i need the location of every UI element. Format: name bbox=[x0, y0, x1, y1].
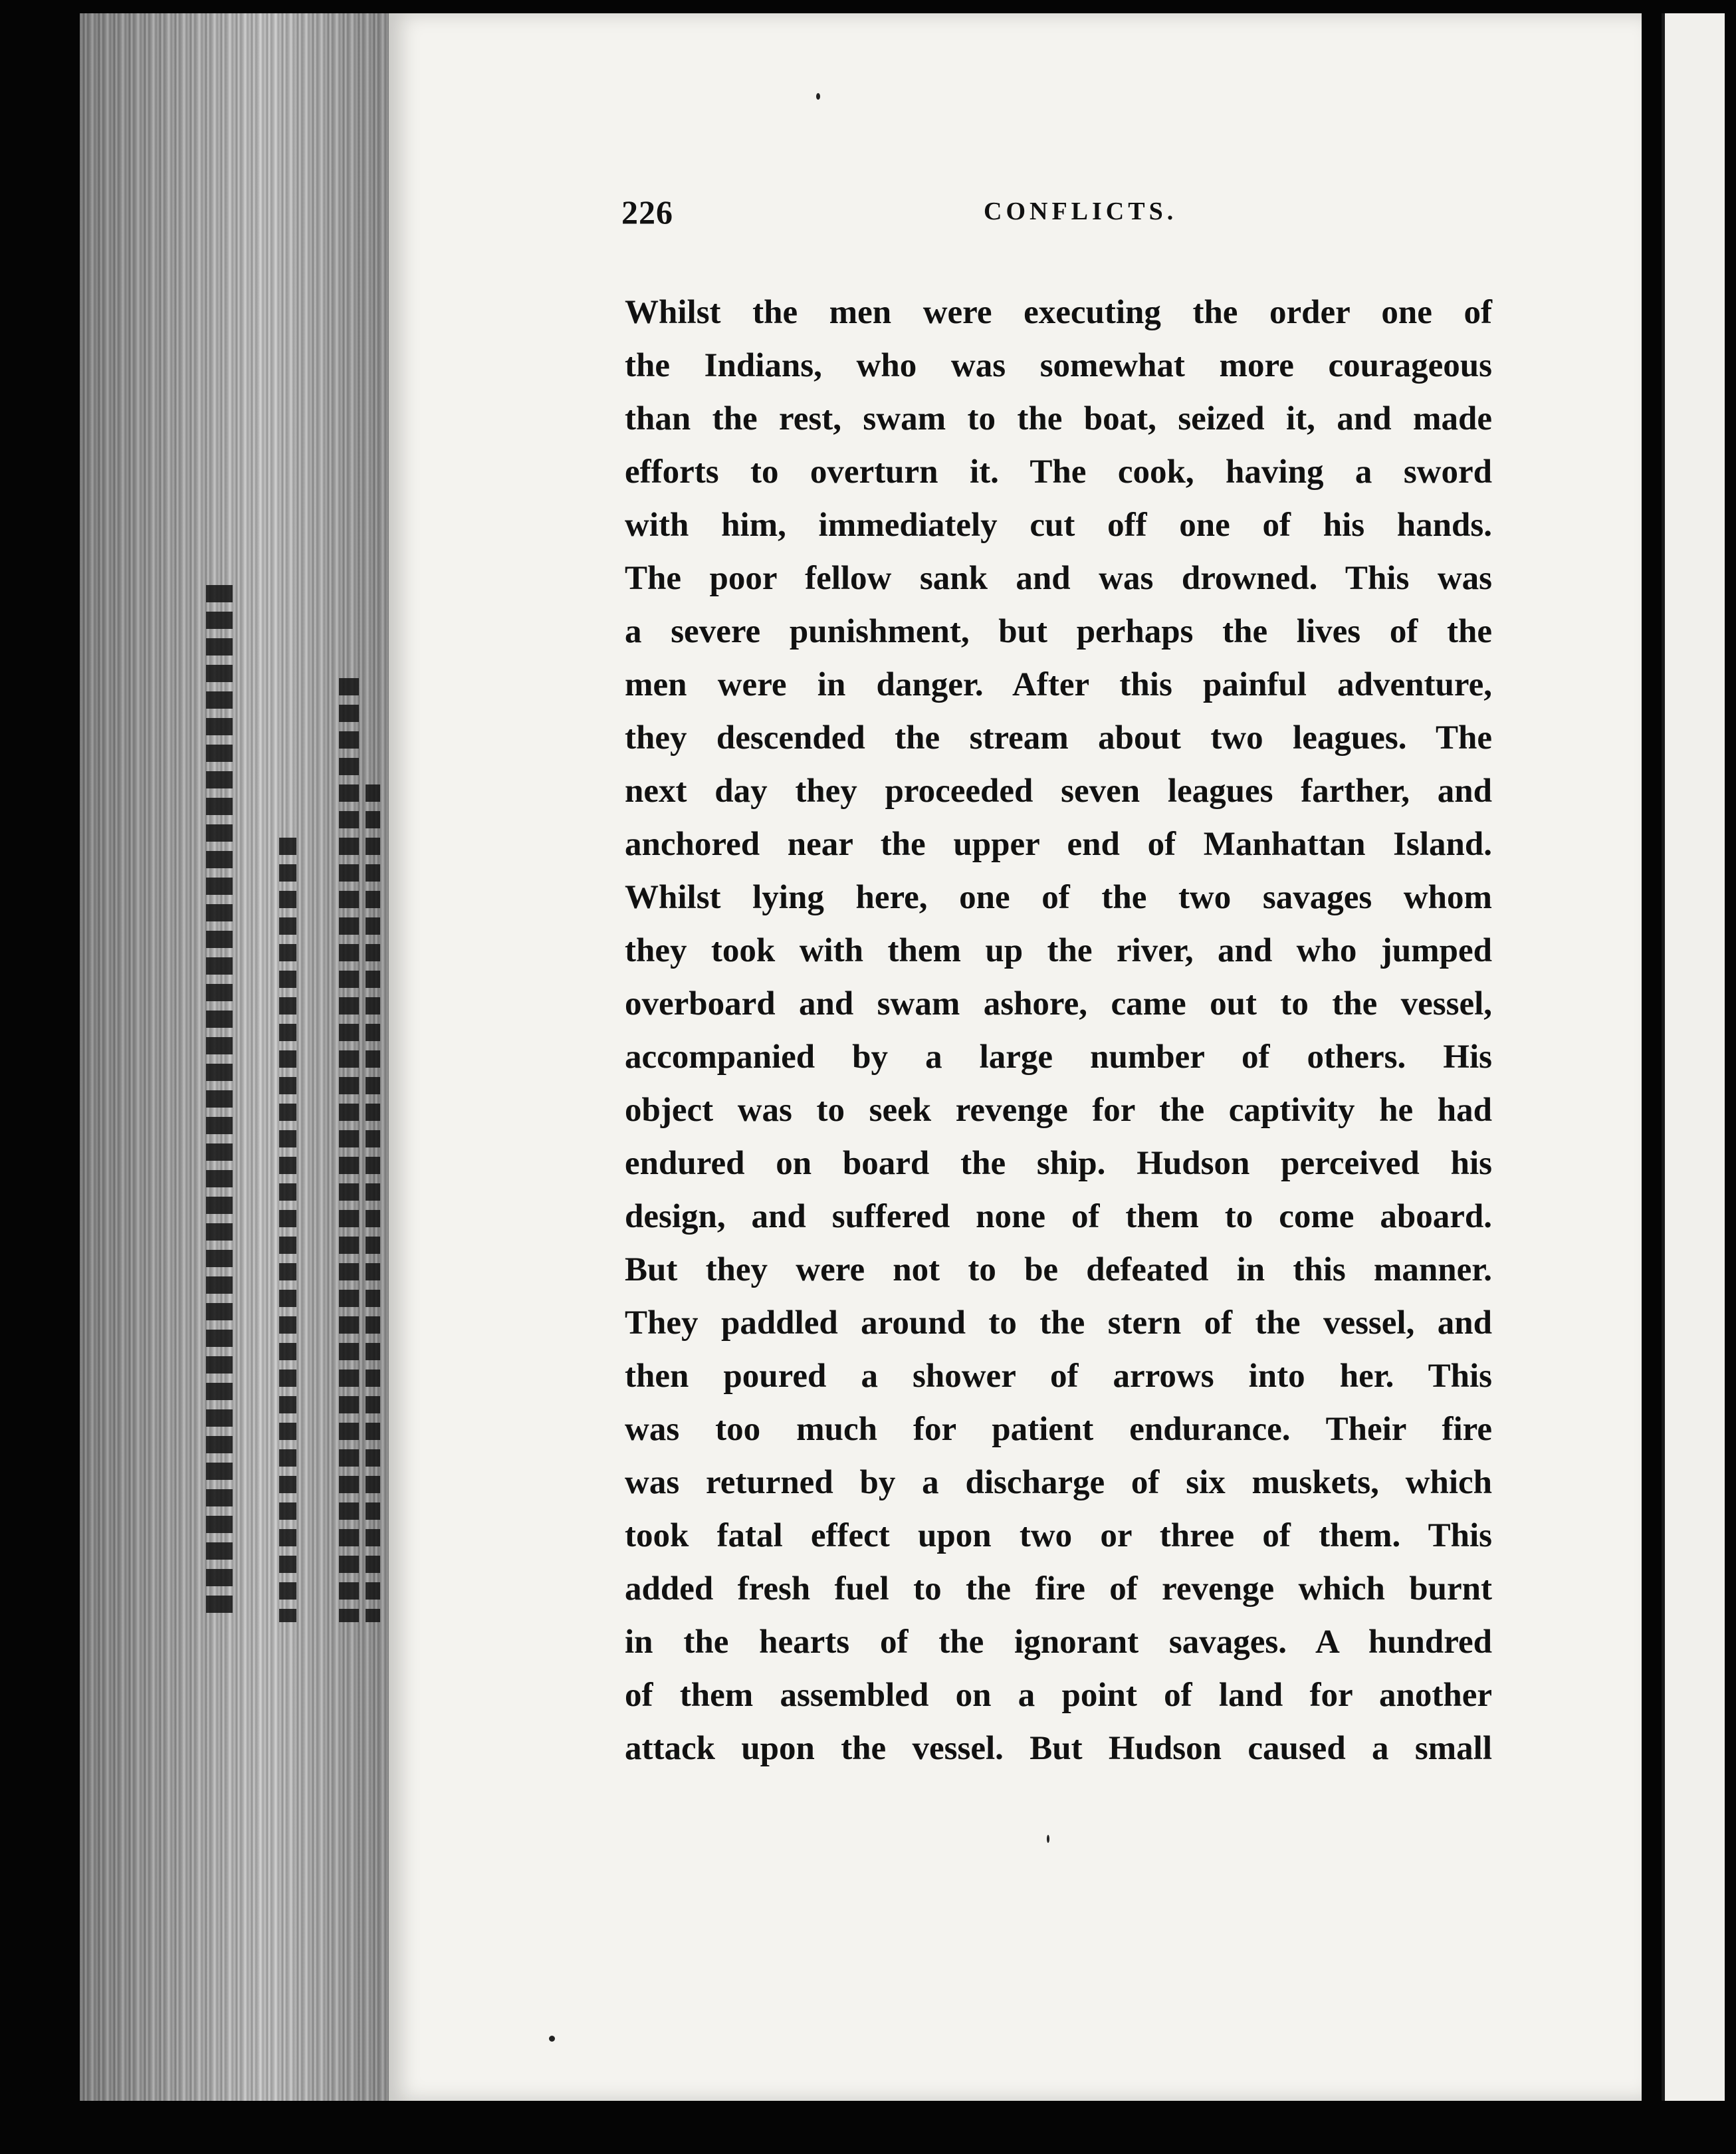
running-title: CONFLICTS. bbox=[984, 197, 1178, 225]
text-line: than the rest, swam to the boat, seized it, and made bbox=[625, 400, 1492, 437]
text-line: took fatal effect upon two or three of them. This bbox=[625, 1517, 1492, 1554]
running-head bbox=[621, 193, 1565, 233]
text-line: was returned by a discharge of six muskets, which bbox=[625, 1464, 1492, 1501]
text-line: design, and suffered none of them to come aboard. bbox=[625, 1198, 1492, 1235]
edge-bleed-marks bbox=[366, 784, 380, 1622]
text-line: anchored near the upper end of Manhattan Island. bbox=[625, 826, 1492, 863]
text-line: they took with them up the river, and who jumped bbox=[625, 932, 1492, 969]
text-line: They paddled around to the stern of the vessel, and bbox=[625, 1304, 1492, 1342]
edge-bleed-marks bbox=[339, 678, 359, 1622]
text-line: But they were not to be defeated in this manner. bbox=[625, 1251, 1492, 1288]
book-page-stack bbox=[80, 13, 395, 2101]
text-line: overboard and swam ashore, came out to the vessel, bbox=[625, 985, 1492, 1022]
text-line: added fresh fuel to the fire of revenge which burnt bbox=[625, 1570, 1492, 1608]
text-line: was too much for patient endurance. Their fire bbox=[625, 1411, 1492, 1448]
text-line: efforts to overturn it. The cook, having a sword bbox=[625, 453, 1492, 491]
text-line: endured on board the ship. Hudson perceived his bbox=[625, 1145, 1492, 1182]
dust-speck bbox=[816, 93, 820, 100]
edge-bleed-marks bbox=[206, 585, 233, 1622]
dust-speck bbox=[1047, 1835, 1049, 1843]
text-line: accompanied by a large number of others. His bbox=[625, 1038, 1492, 1076]
body-text bbox=[625, 286, 1492, 1775]
text-line: Whilst the men were executing the order one of bbox=[625, 294, 1492, 331]
page-number: 226 bbox=[621, 193, 673, 231]
text-line: men were in danger. After this painful adventure, bbox=[625, 666, 1492, 703]
edge-bleed-marks bbox=[279, 838, 296, 1622]
text-line: of them assembled on a point of land for another bbox=[625, 1677, 1492, 1714]
text-line: Whilst lying here, one of the two savages whom bbox=[625, 879, 1492, 916]
text-line: they descended the stream about two leagues. The bbox=[625, 719, 1492, 757]
text-line: next day they proceeded seven leagues farther, and bbox=[625, 773, 1492, 810]
text-line: The poor fellow sank and was drowned. This was bbox=[625, 560, 1492, 597]
text-line: the Indians, who was somewhat more courageous bbox=[625, 347, 1492, 384]
text-line: a severe punishment, but perhaps the lives of the bbox=[625, 613, 1492, 650]
text-line: with him, immediately cut off one of his hands. bbox=[625, 507, 1492, 544]
next-page-edge bbox=[1662, 13, 1725, 2101]
text-line: then poured a shower of arrows into her. This bbox=[625, 1358, 1492, 1395]
text-line: attack upon the vessel. But Hudson caused a small bbox=[625, 1730, 1492, 1767]
dust-speck bbox=[549, 2036, 555, 2042]
text-line: in the hearts of the ignorant savages. A hundred bbox=[625, 1623, 1492, 1661]
text-line: object was to seek revenge for the captivity he had bbox=[625, 1092, 1492, 1129]
